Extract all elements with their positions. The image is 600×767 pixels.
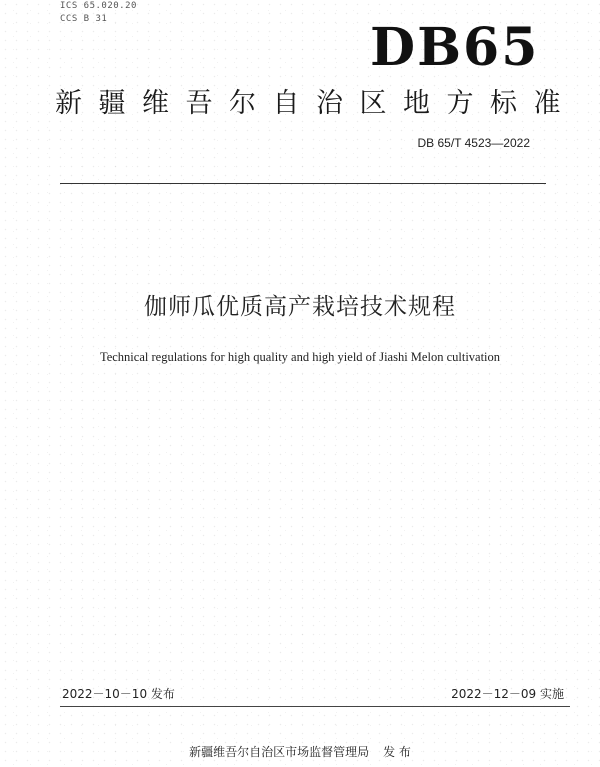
organization-title: 新疆维吾尔自治区地方标准 — [55, 88, 577, 119]
issue-label: 发 布 — [383, 745, 411, 759]
standard-title-english: Technical regulations for high quality and high yield of Jiashi Melon cultivation — [99, 350, 501, 364]
standard-title-chinese: 伽师瓜优质高产栽培技术规程 — [144, 294, 456, 320]
header-divider — [60, 183, 546, 184]
db65-logo — [370, 18, 540, 78]
issuer-line — [0, 744, 600, 760]
ics-code: ICS 65.020.20 — [60, 1, 137, 11]
ccs-code: CCS B 31 — [60, 14, 108, 24]
issue-date: 2022－10－10 发布 — [62, 687, 175, 701]
standard-number: DB 65/T 4523—2022 — [417, 136, 530, 150]
footer-divider — [60, 706, 570, 707]
db65-logo-text: DB65 — [370, 17, 540, 78]
implementation-date: 2022－12－09 实施 — [451, 687, 564, 701]
classification-codes — [60, 0, 137, 26]
issuing-authority: 新疆维吾尔自治区市场监督管理局 — [189, 745, 370, 759]
